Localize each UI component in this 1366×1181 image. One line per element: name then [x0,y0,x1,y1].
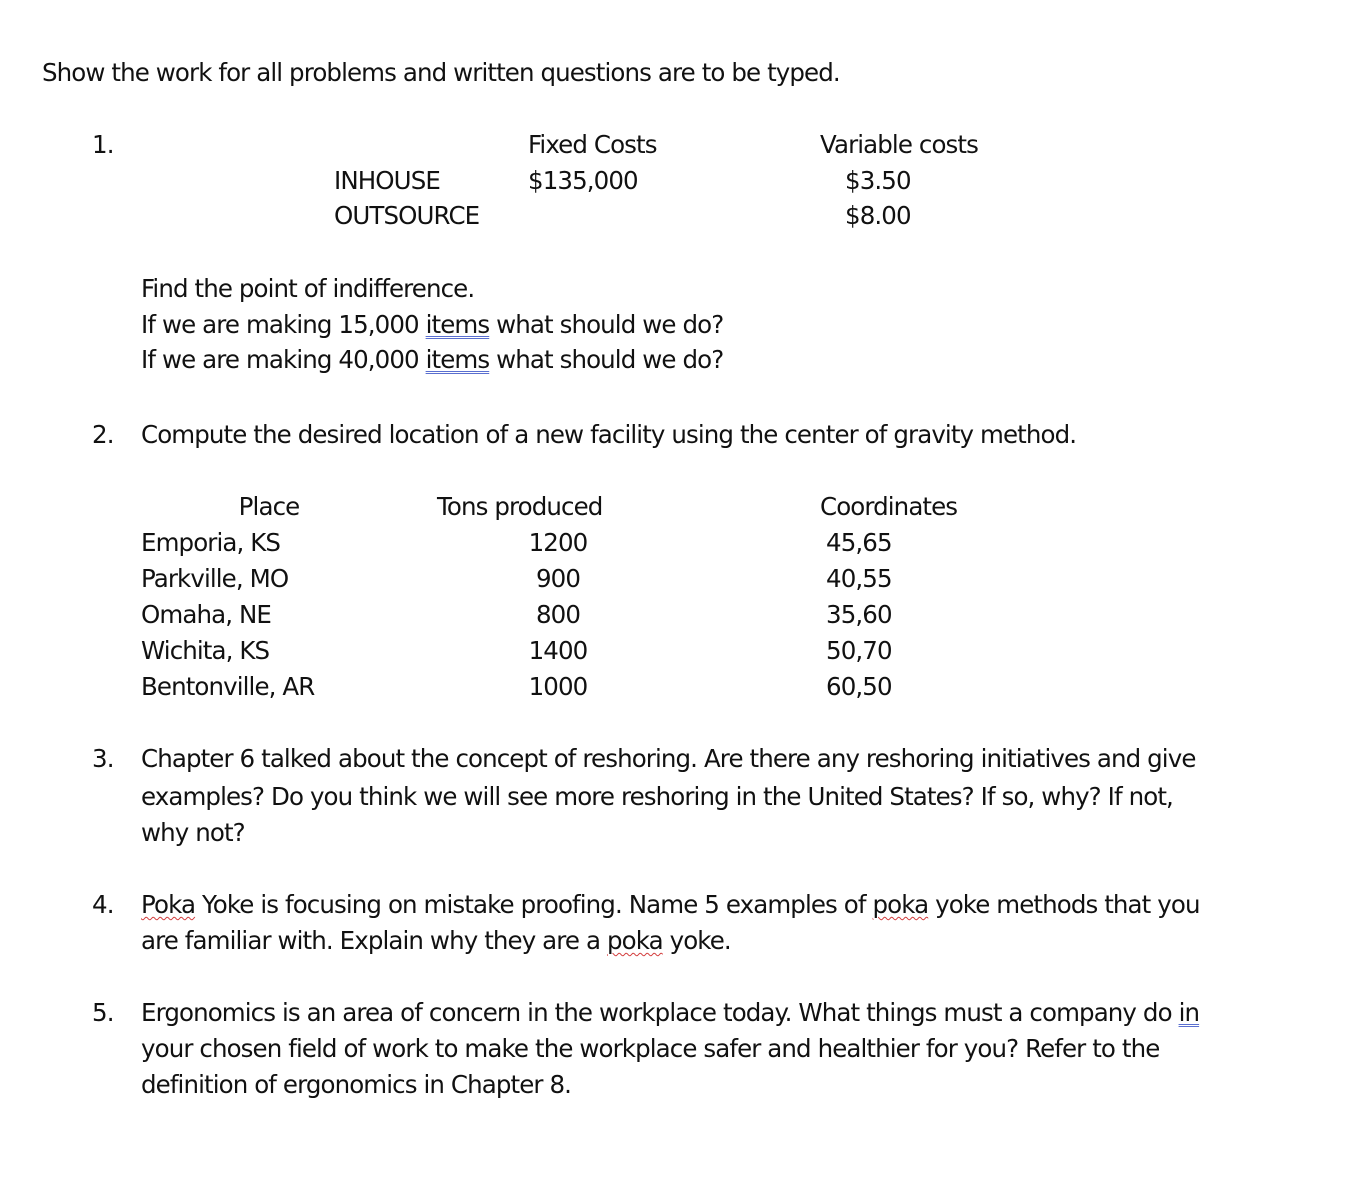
grammar-mark: items [425,345,490,374]
tons-cell: 1400 [528,636,588,665]
tons-cell: 900 [535,564,581,593]
grammar-mark: items [425,310,490,339]
tons-produced-header: Tons produced [437,492,603,521]
outsource-variable-cost: $8.00 [845,201,911,230]
question-5-number: 5. [92,998,114,1027]
inhouse-label: INHOUSE [334,166,440,195]
place-cell: Omaha, NE [141,600,271,629]
spelling-mark: poka [872,890,929,919]
outsource-label: OUTSOURCE [334,201,480,230]
tons-cell: 1000 [528,672,588,701]
inhouse-variable-cost: $3.50 [845,166,911,195]
coordinates-cell: 50,70 [826,636,892,665]
place-cell: Emporia, KS [141,528,281,557]
place-cell: Wichita, KS [141,636,270,665]
question-3-line: why not? [141,818,245,847]
question-1-task-15000: If we are making 15,000 items what should we do? [141,310,724,339]
instructions-heading: Show the work for all problems and written questions are to be typed. [42,58,840,87]
grammar-mark: in [1178,998,1200,1027]
question-4-line: are familiar with. Explain why they are a poka yoke. [141,926,731,955]
coordinates-cell: 40,55 [826,564,892,593]
coordinates-header: Coordinates [820,492,958,521]
coordinates-cell: 45,65 [826,528,892,557]
question-1-task-indifference: Find the point of indifference. [141,274,475,303]
fixed-costs-header: Fixed Costs [528,130,657,159]
question-2-number: 2. [92,420,114,449]
question-3-line: examples? Do you think we will see more reshoring in the United States? If so, why? If not, [141,782,1173,811]
question-1-number: 1. [92,130,114,159]
question-5-line: your chosen field of work to make the workplace safer and healthier for you? Refer to the [141,1034,1160,1063]
coordinates-cell: 35,60 [826,600,892,629]
tons-cell: 1200 [528,528,588,557]
question-4-number: 4. [92,890,114,919]
coordinates-cell: 60,50 [826,672,892,701]
inhouse-fixed-cost: $135,000 [528,166,638,195]
spelling-mark: poka [607,926,663,955]
question-5-line: Ergonomics is an area of concern in the workplace today. What things must a company do in [141,998,1200,1027]
place-cell: Bentonville, AR [141,672,315,701]
tons-cell: 800 [535,600,581,629]
place-header: Place [238,492,300,521]
question-3-line: Chapter 6 talked about the concept of reshoring. Are there any reshoring initiatives and give [141,744,1196,773]
place-cell: Parkville, MO [141,564,289,593]
question-5-line: definition of ergonomics in Chapter 8. [141,1070,572,1099]
question-3-number: 3. [92,744,114,773]
question-4-line: Poka Yoke is focusing on mistake proofing. Name 5 examples of poka yoke methods that you [141,890,1200,919]
variable-costs-header: Variable costs [820,130,978,159]
question-1-task-40000: If we are making 40,000 items what should we do? [141,345,724,374]
question-2-text: Compute the desired location of a new facility using the center of gravity method. [141,420,1077,449]
spelling-mark: Poka [141,890,196,919]
